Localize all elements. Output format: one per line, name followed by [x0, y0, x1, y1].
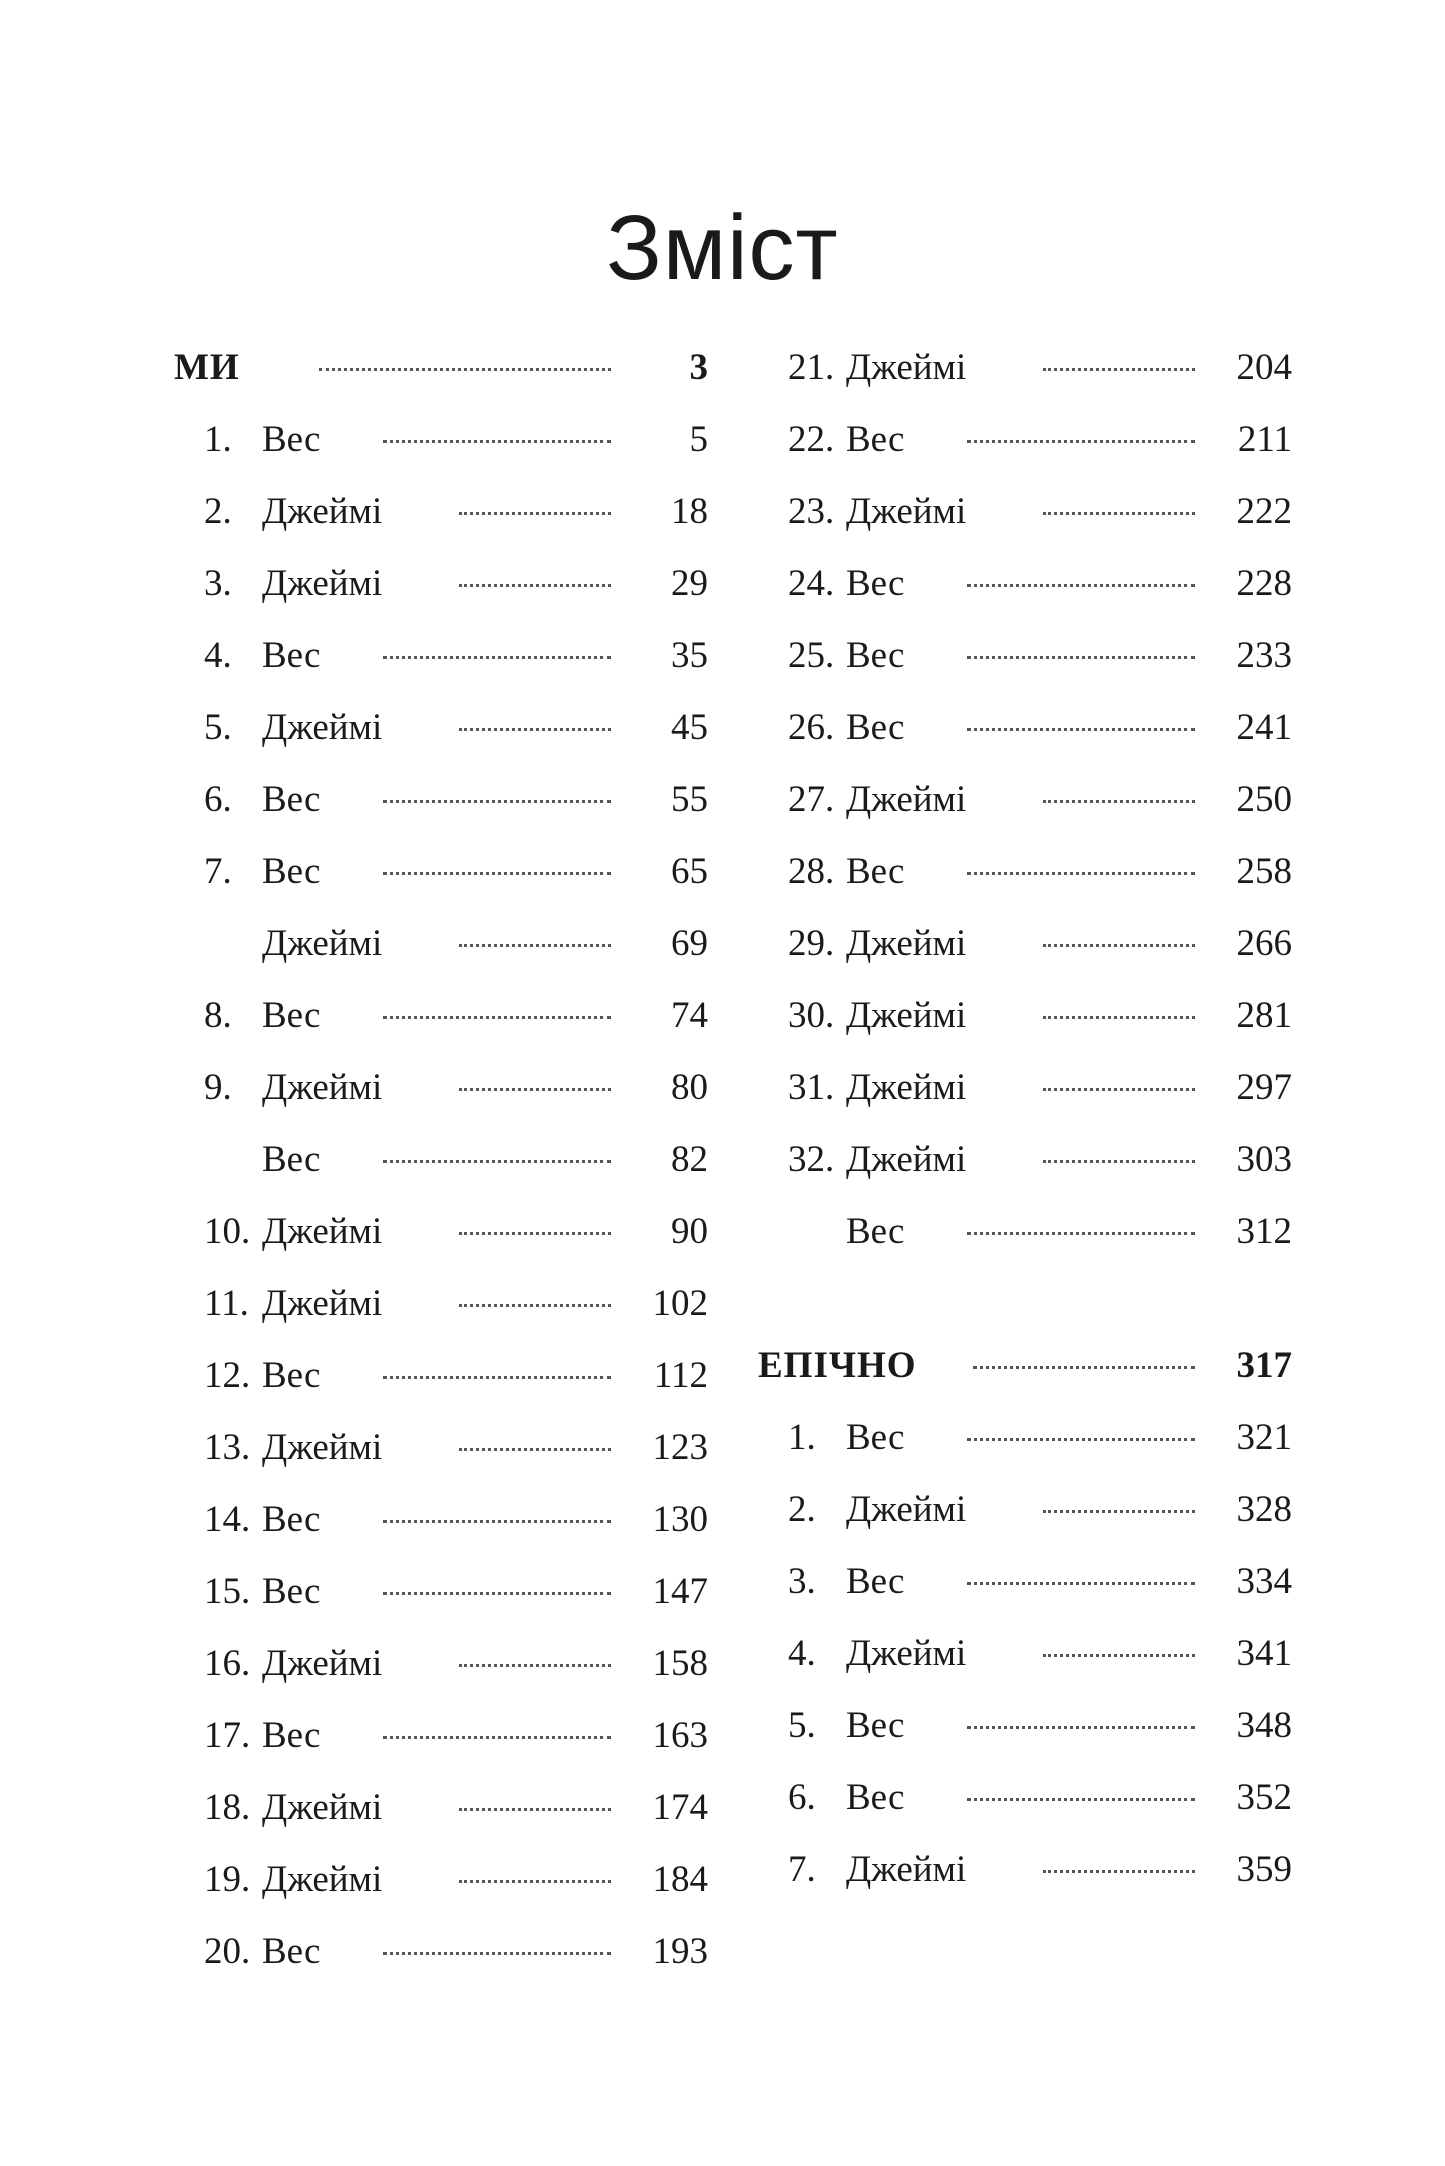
- toc-part-heading: [168, 338, 708, 410]
- toc-entry: [168, 770, 708, 842]
- chapter-title: Джеймі: [846, 995, 967, 1036]
- dot-leader: [383, 1952, 611, 1955]
- page-number: 204: [1236, 347, 1292, 388]
- page-number: 359: [1236, 1849, 1292, 1890]
- chapter-number: 6.: [788, 1777, 816, 1818]
- page-number: 90: [671, 1211, 708, 1252]
- chapter-number: 10.: [204, 1211, 251, 1252]
- toc-entry: [752, 914, 1292, 986]
- chapter-number: 4.: [788, 1633, 816, 1674]
- toc-entry: [752, 986, 1292, 1058]
- dot-leader: [459, 1808, 611, 1811]
- toc-entry: [752, 1624, 1292, 1696]
- chapter-number: 22.: [788, 419, 835, 460]
- page-number: 317: [1236, 1345, 1292, 1386]
- page-number: 5: [689, 419, 708, 460]
- dot-leader: [383, 1520, 611, 1523]
- dot-leader: [459, 944, 611, 947]
- dot-leader: [383, 1592, 611, 1595]
- toc-entry: [168, 1850, 708, 1922]
- page-number: 163: [652, 1715, 708, 1756]
- toc-entry: [168, 1346, 708, 1418]
- toc-entry: [168, 1490, 708, 1562]
- dot-leader: [967, 584, 1195, 587]
- dot-leader: [967, 1798, 1195, 1801]
- chapter-title: Вес: [262, 1931, 321, 1972]
- dot-leader: [459, 728, 611, 731]
- chapter-title: Вес: [262, 1499, 321, 1540]
- chapter-number: 30.: [788, 995, 835, 1036]
- page-number: 328: [1236, 1489, 1292, 1530]
- page-number: 29: [671, 563, 708, 604]
- chapter-title: Джеймі: [262, 1643, 383, 1684]
- toc-entry: [168, 1706, 708, 1778]
- page-number: 303: [1236, 1139, 1292, 1180]
- part-title: ЕПІЧНО: [758, 1345, 917, 1386]
- dot-leader: [383, 1736, 611, 1739]
- chapter-number: 15.: [204, 1571, 251, 1612]
- chapter-number: 20.: [204, 1931, 251, 1972]
- dot-leader: [1043, 800, 1195, 803]
- chapter-title: Джеймі: [846, 1489, 967, 1530]
- page-number: 174: [652, 1787, 708, 1828]
- page-number: 211: [1237, 419, 1292, 460]
- dot-leader: [459, 1304, 611, 1307]
- dot-leader: [383, 440, 611, 443]
- chapter-title: Вес: [262, 419, 321, 460]
- dot-leader: [967, 1726, 1195, 1729]
- page-number: 281: [1236, 995, 1292, 1036]
- chapter-title: Вес: [262, 779, 321, 820]
- page-number: 297: [1236, 1067, 1292, 1108]
- page-title: Зміст: [606, 197, 839, 299]
- dot-leader: [1043, 1510, 1195, 1513]
- page-number: 258: [1236, 851, 1292, 892]
- toc-entry: [168, 554, 708, 626]
- toc-entry: [752, 842, 1292, 914]
- dot-leader: [973, 1366, 1195, 1369]
- chapter-title: Джеймі: [262, 707, 383, 748]
- toc-entry: [168, 1778, 708, 1850]
- chapter-number: 4.: [204, 635, 232, 676]
- page-number: 74: [671, 995, 708, 1036]
- chapter-number: 16.: [204, 1643, 251, 1684]
- toc-entry: [168, 914, 708, 986]
- chapter-title: Вес: [846, 707, 905, 748]
- dot-leader: [967, 440, 1195, 443]
- chapter-number: 23.: [788, 491, 835, 532]
- chapter-title: Вес: [262, 635, 321, 676]
- chapter-number: 5.: [204, 707, 232, 748]
- chapter-number: 29.: [788, 923, 835, 964]
- dot-leader: [459, 1664, 611, 1667]
- dot-leader: [383, 1016, 611, 1019]
- chapter-title: Джеймі: [846, 1067, 967, 1108]
- chapter-title: Джеймі: [262, 1283, 383, 1324]
- toc-entry: [168, 1202, 708, 1274]
- page-number: 348: [1236, 1705, 1292, 1746]
- dot-leader: [1043, 368, 1195, 371]
- chapter-title: Вес: [846, 1417, 905, 1458]
- toc-entry: [752, 1696, 1292, 1768]
- chapter-title: Вес: [846, 635, 905, 676]
- chapter-number: 18.: [204, 1787, 251, 1828]
- toc-entry: [168, 1058, 708, 1130]
- toc-entry: [168, 410, 708, 482]
- page-number: 80: [671, 1067, 708, 1108]
- page-number: 69: [671, 923, 708, 964]
- part-title: МИ: [174, 347, 240, 388]
- toc-entry: [168, 626, 708, 698]
- chapter-title: Джеймі: [262, 1859, 383, 1900]
- toc-entry: [752, 770, 1292, 842]
- page-number: 130: [652, 1499, 708, 1540]
- page-number: 352: [1236, 1777, 1292, 1818]
- chapter-number: 14.: [204, 1499, 251, 1540]
- chapter-title: Джеймі: [846, 923, 967, 964]
- toc-entry: [752, 1552, 1292, 1624]
- toc-entry: [752, 1480, 1292, 1552]
- chapter-number: 7.: [788, 1849, 816, 1890]
- page-number: 158: [652, 1643, 708, 1684]
- chapter-number: 31.: [788, 1067, 835, 1108]
- chapter-title: Джеймі: [846, 1139, 967, 1180]
- chapter-title: Джеймі: [846, 1633, 967, 1674]
- page-number: 341: [1236, 1633, 1292, 1674]
- dot-leader: [459, 584, 611, 587]
- page-number: 45: [671, 707, 708, 748]
- chapter-number: 3.: [788, 1561, 816, 1602]
- page-number: 112: [653, 1355, 708, 1396]
- chapter-title: Вес: [846, 1777, 905, 1818]
- chapter-number: 5.: [788, 1705, 816, 1746]
- dot-leader: [967, 1438, 1195, 1441]
- chapter-number: 26.: [788, 707, 835, 748]
- chapter-title: Джеймі: [262, 1067, 383, 1108]
- toc-entry: [752, 1408, 1292, 1480]
- dot-leader: [383, 800, 611, 803]
- dot-leader: [1043, 1870, 1195, 1873]
- toc-entry: [752, 1840, 1292, 1912]
- dot-leader: [383, 656, 611, 659]
- chapter-number: 2.: [788, 1489, 816, 1530]
- page-number: 250: [1236, 779, 1292, 820]
- chapter-number: 7.: [204, 851, 232, 892]
- page-number: 222: [1236, 491, 1292, 532]
- page-number: 18: [671, 491, 708, 532]
- dot-leader: [459, 1880, 611, 1883]
- chapter-title: Вес: [262, 1715, 321, 1756]
- toc-entry: [168, 1634, 708, 1706]
- toc-entry: [752, 1130, 1292, 1202]
- chapter-title: Вес: [846, 563, 905, 604]
- chapter-title: Вес: [262, 1355, 321, 1396]
- chapter-number: 24.: [788, 563, 835, 604]
- dot-leader: [967, 872, 1195, 875]
- page-number: 184: [652, 1859, 708, 1900]
- dot-leader: [967, 1232, 1195, 1235]
- toc-entry: [168, 1274, 708, 1346]
- toc-entry: [168, 482, 708, 554]
- page-number: 233: [1236, 635, 1292, 676]
- page-number: 193: [652, 1931, 708, 1972]
- toc-entry: [752, 482, 1292, 554]
- chapter-title: Джеймі: [846, 491, 967, 532]
- chapter-number: 3.: [204, 563, 232, 604]
- chapter-title: Джеймі: [262, 563, 383, 604]
- chapter-number: 1.: [788, 1417, 816, 1458]
- page-number: 65: [671, 851, 708, 892]
- page-number: 334: [1236, 1561, 1292, 1602]
- dot-leader: [1043, 1088, 1195, 1091]
- dot-leader: [459, 1232, 611, 1235]
- toc-part-heading: [752, 1336, 1292, 1408]
- toc-entry: [752, 1768, 1292, 1840]
- toc-entry: [752, 698, 1292, 770]
- page-number: 102: [652, 1283, 708, 1324]
- dot-leader: [319, 368, 611, 371]
- chapter-title: Вес: [846, 1561, 905, 1602]
- toc-entry: [752, 1202, 1292, 1274]
- chapter-number: 17.: [204, 1715, 251, 1756]
- toc-entry: [752, 626, 1292, 698]
- page-number: 82: [671, 1139, 708, 1180]
- page-number: 266: [1236, 923, 1292, 964]
- chapter-title: Вес: [846, 851, 905, 892]
- toc-entry: [168, 1562, 708, 1634]
- chapter-title: Джеймі: [846, 779, 967, 820]
- chapter-number: 21.: [788, 347, 835, 388]
- dot-leader: [383, 1160, 611, 1163]
- chapter-number: 19.: [204, 1859, 251, 1900]
- chapter-number: 9.: [204, 1067, 232, 1108]
- dot-leader: [1043, 1654, 1195, 1657]
- dot-leader: [967, 728, 1195, 731]
- chapter-title: Вес: [262, 1139, 321, 1180]
- chapter-title: Джеймі: [846, 1849, 967, 1890]
- toc-entry: [168, 1130, 708, 1202]
- dot-leader: [383, 1376, 611, 1379]
- chapter-title: Вес: [262, 851, 321, 892]
- dot-leader: [459, 512, 611, 515]
- toc-entry: [168, 698, 708, 770]
- chapter-title: Джеймі: [262, 1211, 383, 1252]
- page-number: 312: [1236, 1211, 1292, 1252]
- toc-entry: [752, 410, 1292, 482]
- page-number: 35: [671, 635, 708, 676]
- page-number: 147: [652, 1571, 708, 1612]
- chapter-title: Вес: [262, 1571, 321, 1612]
- chapter-number: 12.: [204, 1355, 251, 1396]
- chapter-title: Джеймі: [262, 923, 383, 964]
- chapter-title: Джеймі: [262, 1787, 383, 1828]
- dot-leader: [967, 1582, 1195, 1585]
- toc-entry: [168, 1418, 708, 1490]
- chapter-title: Вес: [262, 995, 321, 1036]
- toc-entry: [752, 1058, 1292, 1130]
- page-number: 321: [1236, 1417, 1292, 1458]
- page-number: 55: [671, 779, 708, 820]
- chapter-number: 8.: [204, 995, 232, 1036]
- chapter-title: Джеймі: [846, 347, 967, 388]
- dot-leader: [459, 1088, 611, 1091]
- chapter-number: 13.: [204, 1427, 251, 1468]
- dot-leader: [1043, 944, 1195, 947]
- chapter-title: Джеймі: [262, 491, 383, 532]
- chapter-title: Вес: [846, 419, 905, 460]
- chapter-number: 2.: [204, 491, 232, 532]
- dot-leader: [459, 1448, 611, 1451]
- chapter-number: 28.: [788, 851, 835, 892]
- toc-entry: [752, 554, 1292, 626]
- chapter-number: 25.: [788, 635, 835, 676]
- chapter-number: 1.: [204, 419, 232, 460]
- toc-entry: [168, 1922, 708, 1994]
- chapter-number: 27.: [788, 779, 835, 820]
- toc-entry: [168, 986, 708, 1058]
- toc-left-column: [168, 338, 708, 1994]
- toc-entry: [168, 842, 708, 914]
- dot-leader: [1043, 1160, 1195, 1163]
- chapter-title: Вес: [846, 1211, 905, 1252]
- page-number: 228: [1236, 563, 1292, 604]
- dot-leader: [383, 872, 611, 875]
- chapter-number: 6.: [204, 779, 232, 820]
- chapter-title: Джеймі: [262, 1427, 383, 1468]
- chapter-number: 32.: [788, 1139, 835, 1180]
- page-number: 3: [689, 347, 708, 388]
- toc-right-column: [752, 338, 1292, 1912]
- section-gap: [752, 1274, 1292, 1336]
- page-number: 123: [652, 1427, 708, 1468]
- page-number: 241: [1236, 707, 1292, 748]
- chapter-title: Вес: [846, 1705, 905, 1746]
- dot-leader: [1043, 1016, 1195, 1019]
- dot-leader: [1043, 512, 1195, 515]
- dot-leader: [967, 656, 1195, 659]
- toc-entry: [752, 338, 1292, 410]
- chapter-number: 11.: [204, 1283, 249, 1324]
